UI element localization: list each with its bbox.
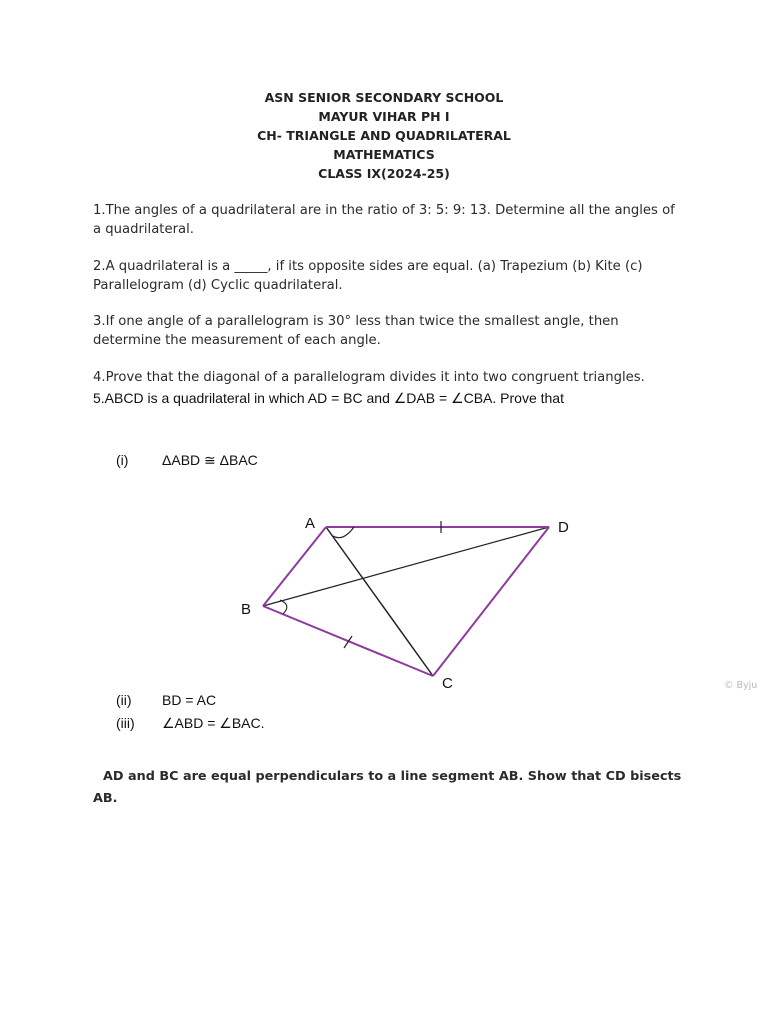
diagonal-bd	[263, 527, 549, 606]
part-number: (ii)	[116, 692, 132, 708]
class-title: CLASS IX(2024-25)	[318, 166, 450, 181]
quadrilateral-figure	[230, 505, 768, 700]
worksheet-header	[0, 88, 768, 183]
vertex-label-d: D	[558, 519, 569, 536]
school-location: MAYUR VIHAR PH I	[318, 109, 450, 124]
part-text: ∠ABD = ∠BAC.	[162, 715, 265, 731]
question-1: 1.The angles of a quadrilateral are in the ratio of 3: 5: 9: 13. Determine all the angles of a quadrilateral.	[93, 203, 675, 237]
subject-title: MATHEMATICS	[333, 147, 435, 162]
part-text: ΔABD ≅ ΔBAC	[162, 452, 258, 468]
question-2: 2.A quadrilateral is a _____, if its opposite sides are equal. (a) Trapezium (b) Kite (c) Parallelogram (d) Cyclic quadrilateral.	[93, 259, 643, 293]
chapter-title: CH- TRIANGLE AND QUADRILATERAL	[257, 128, 511, 143]
angle-arc-b	[280, 600, 287, 614]
side-ab	[263, 527, 326, 606]
question-5: 5.ABCD is a quadrilateral in which AD = BC and ∠DAB = ∠CBA. Prove that	[93, 390, 564, 406]
question-3: 3.If one angle of a parallelogram is 30° less than twice the smallest angle, then determine the measurement of each angle.	[93, 314, 619, 348]
question-6: AD and BC are equal perpendiculars to a line segment AB. Show that CD bisects AB.	[93, 769, 682, 806]
school-name: ASN SENIOR SECONDARY SCHOOL	[264, 90, 504, 105]
image-credit: © Byju	[724, 680, 758, 691]
vertex-label-b: B	[241, 601, 252, 618]
part-number: (iii)	[116, 715, 135, 731]
side-cd	[433, 527, 549, 676]
vertex-label-c: C	[442, 675, 453, 692]
vertex-label-a: A	[305, 515, 316, 532]
part-text: BD = AC	[162, 692, 217, 708]
angle-arc-a	[333, 527, 354, 538]
question-4: 4.Prove that the diagonal of a parallelogram divides it into two congruent triangles.	[93, 370, 645, 385]
part-number: (i)	[116, 452, 129, 468]
